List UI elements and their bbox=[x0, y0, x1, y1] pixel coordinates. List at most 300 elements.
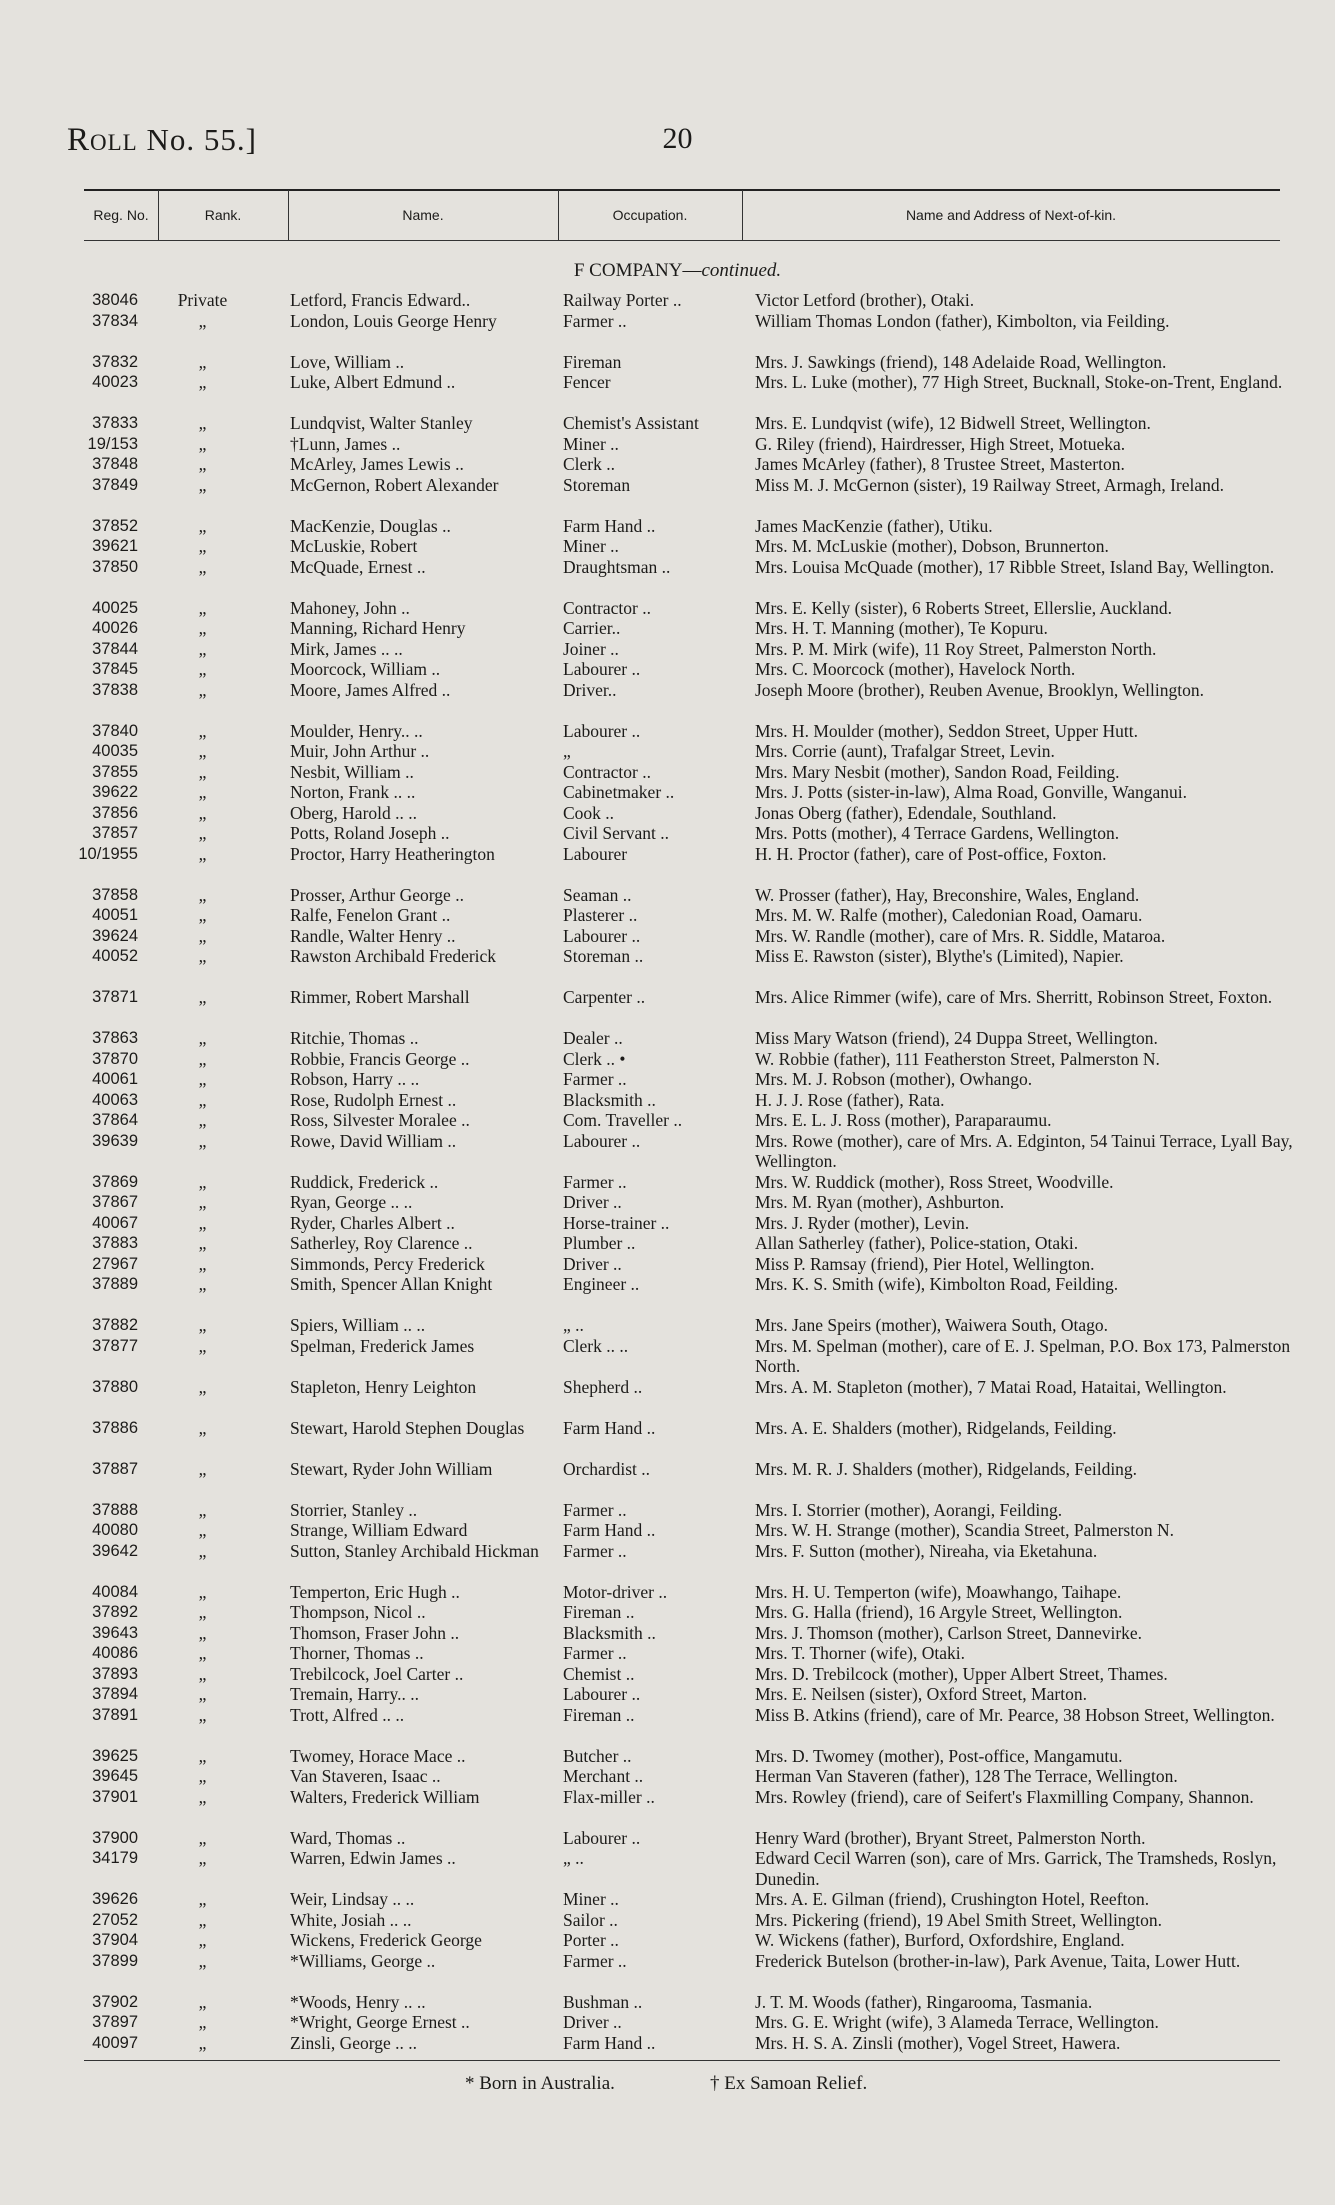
next-of-kin-cell: Mrs. D. Twomey (mother), Post-office, Mangamutu. bbox=[755, 1745, 1123, 1766]
table-row bbox=[0, 1848, 1335, 1889]
table-row bbox=[0, 1766, 1335, 1787]
occupation-cell: Chemist .. bbox=[563, 1663, 635, 1684]
rank-cell: „ bbox=[198, 1520, 207, 1540]
next-of-kin-cell: Edward Cecil Warren (son), care of Mrs. Garrick, The Tramsheds, Roslyn, Dunedin. bbox=[755, 1848, 1277, 1889]
reg-no-cell: 37858 bbox=[92, 885, 138, 904]
name-cell: McGernon, Robert Alexander bbox=[290, 474, 499, 495]
table-row bbox=[0, 905, 1335, 926]
reg-no-cell: 37882 bbox=[92, 1316, 138, 1334]
name-cell: Ryan, George .. .. bbox=[290, 1192, 413, 1212]
rank-cell: „ bbox=[198, 638, 207, 659]
roll-value: No. 55.] bbox=[146, 122, 257, 157]
table-row bbox=[0, 926, 1335, 947]
rank-cell: „ bbox=[198, 433, 207, 454]
name-cell: *Williams, George .. bbox=[290, 1950, 436, 1971]
next-of-kin-cell: H. H. Proctor (father), care of Post-office, Foxton. bbox=[755, 843, 1107, 864]
next-of-kin-cell: Mrs. H. T. Manning (mother), Te Kopuru. bbox=[755, 618, 1048, 638]
rank-cell: „ bbox=[198, 2012, 207, 2032]
rank-cell: „ bbox=[198, 372, 207, 392]
next-of-kin-cell: H. J. J. Rose (father), Rata. bbox=[755, 1089, 945, 1110]
occupation-cell: Farmer .. bbox=[563, 1643, 627, 1663]
next-of-kin-cell: Mrs. A. E. Gilman (friend), Crushington Hotel, Reefton. bbox=[755, 1889, 1150, 1909]
next-of-kin-cell: Miss Mary Watson (friend), 24 Duppa Street, Wellington. bbox=[755, 1028, 1158, 1048]
next-of-kin-cell: W. Wickens (father), Burford, Oxfordshire, England. bbox=[755, 1930, 1125, 1950]
occupation-cell: „ .. bbox=[563, 1848, 584, 1868]
occupation-cell: Joiner .. bbox=[563, 638, 619, 659]
table-row bbox=[0, 1602, 1335, 1623]
name-cell: Muir, John Arthur .. bbox=[290, 741, 430, 761]
rank-cell: „ bbox=[198, 1376, 207, 1397]
occupation-cell: Farm Hand .. bbox=[563, 2032, 656, 2053]
table-row bbox=[0, 557, 1335, 598]
name-cell: Ryder, Charles Albert .. bbox=[290, 1212, 455, 1233]
reg-no-cell: 40086 bbox=[92, 1644, 138, 1662]
name-cell: Robbie, Francis George .. bbox=[290, 1048, 470, 1069]
rank-cell: „ bbox=[198, 515, 207, 536]
name-cell: Rawston Archibald Frederick bbox=[290, 946, 497, 966]
next-of-kin-cell: Mrs. Louisa McQuade (mother), 17 Ribble Street, Island Bay, Wellington. bbox=[755, 556, 1275, 577]
next-of-kin-cell: Mrs. K. S. Smith (wife), Kimbolton Road, Feilding. bbox=[755, 1274, 1119, 1294]
occupation-cell: Plasterer .. bbox=[563, 905, 638, 925]
occupation-cell: Cook .. bbox=[563, 802, 615, 823]
occupation-cell: Contractor .. bbox=[563, 761, 651, 782]
next-of-kin-cell: Mrs. A. M. Stapleton (mother), 7 Matai Road, Hataitai, Wellington. bbox=[755, 1376, 1227, 1397]
table-row bbox=[0, 413, 1335, 434]
reg-no-cell: 37899 bbox=[92, 1951, 138, 1970]
rank-cell: „ bbox=[198, 659, 207, 679]
reg-no-cell: 37849 bbox=[92, 475, 138, 494]
name-cell: Thorner, Thomas .. bbox=[290, 1643, 424, 1663]
table-row bbox=[0, 2033, 1335, 2054]
next-of-kin-cell: Mrs. M. Ryan (mother), Ashburton. bbox=[755, 1192, 1005, 1212]
reg-no-cell: 40080 bbox=[92, 1521, 138, 1539]
reg-no-cell: 39626 bbox=[92, 1890, 138, 1908]
header-reg-no: Reg. No. bbox=[93, 207, 149, 223]
table-row bbox=[0, 1930, 1335, 1951]
reg-no-cell: 40061 bbox=[92, 1070, 138, 1088]
table-row bbox=[0, 721, 1335, 742]
reg-no-cell: 37855 bbox=[92, 762, 138, 781]
reg-no-cell: 40023 bbox=[92, 373, 138, 391]
next-of-kin-cell: Mrs. Corrie (aunt), Trafalgar Street, Levin. bbox=[755, 741, 1055, 761]
name-cell: Stewart, Ryder John William bbox=[290, 1458, 493, 1479]
occupation-cell: Storeman .. bbox=[563, 946, 644, 966]
occupation-cell: Farm Hand .. bbox=[563, 1520, 656, 1540]
name-cell: Oberg, Harold .. .. bbox=[290, 802, 418, 823]
next-of-kin-cell: Mrs. M. R. J. Shalders (mother), Ridgelands, Feilding. bbox=[755, 1458, 1138, 1479]
reg-no-cell: 40035 bbox=[92, 742, 138, 760]
reg-no-cell: 27052 bbox=[92, 1910, 138, 1929]
table-row bbox=[0, 536, 1335, 557]
name-cell: MacKenzie, Douglas .. bbox=[290, 515, 451, 536]
next-of-kin-cell: Mrs. Alice Rimmer (wife), care of Mrs. Sherritt, Robinson Street, Foxton. bbox=[755, 987, 1273, 1007]
name-cell: Luke, Albert Edmund .. bbox=[290, 372, 456, 392]
rank-cell: „ bbox=[198, 1540, 207, 1561]
name-cell: Proctor, Harry Heatherington bbox=[290, 843, 495, 864]
table-row bbox=[0, 1418, 1335, 1459]
name-cell: Twomey, Horace Mace .. bbox=[290, 1745, 466, 1766]
next-of-kin-cell: J. T. M. Woods (father), Ringarooma, Tasmania. bbox=[755, 1991, 1093, 2012]
occupation-cell: Dealer .. bbox=[563, 1028, 623, 1048]
next-of-kin-cell: Mrs. G. E. Wright (wife), 3 Alameda Terrace, Wellington. bbox=[755, 2012, 1159, 2032]
name-cell: Thomson, Fraser John .. bbox=[290, 1622, 460, 1643]
table-row bbox=[0, 741, 1335, 762]
next-of-kin-cell: Mrs. H. Moulder (mother), Seddon Street, Upper Hutt. bbox=[755, 720, 1138, 741]
rank-cell: „ bbox=[198, 351, 207, 372]
rank-cell: „ bbox=[198, 1950, 207, 1971]
reg-no-cell: 38046 bbox=[92, 291, 138, 309]
occupation-cell: Farmer .. bbox=[563, 1499, 627, 1520]
rank-cell: „ bbox=[198, 1581, 207, 1602]
page-number: 20 bbox=[662, 122, 693, 155]
reg-no-cell: 37864 bbox=[92, 1111, 138, 1129]
rank-cell: „ bbox=[198, 1274, 207, 1294]
next-of-kin-cell: Mrs. C. Moorcock (mother), Havelock North. bbox=[755, 659, 1076, 679]
reg-no-cell: 10/1955 bbox=[78, 844, 138, 863]
name-cell: Spelman, Frederick James bbox=[290, 1335, 475, 1356]
rank-cell: „ bbox=[198, 1909, 207, 1930]
occupation-cell: Farm Hand .. bbox=[563, 515, 656, 536]
occupation-cell: Com. Traveller .. bbox=[563, 1110, 683, 1130]
next-of-kin-cell: Miss E. Rawston (sister), Blythe's (Limited), Napier. bbox=[755, 946, 1124, 966]
name-cell: Ward, Thomas .. bbox=[290, 1827, 406, 1848]
header-occupation: Occupation. bbox=[612, 207, 688, 223]
rank-cell: „ bbox=[198, 1212, 207, 1233]
rank-cell: „ bbox=[198, 618, 207, 638]
next-of-kin-cell: Mrs. M. Spelman (mother), care of E. J. Spelman, P.O. Box 173, Palmerston North. bbox=[755, 1335, 1291, 1376]
reg-no-cell: 40084 bbox=[92, 1582, 138, 1601]
table-row bbox=[0, 352, 1335, 373]
rank-cell: „ bbox=[198, 1745, 207, 1766]
next-of-kin-cell: Mrs. Rowe (mother), care of Mrs. A. Edginton, 54 Tainui Terrace, Lyall Bay, Wellington. bbox=[755, 1130, 1293, 1171]
reg-no-cell: 37883 bbox=[92, 1234, 138, 1252]
occupation-cell: Sailor .. bbox=[563, 1909, 618, 1930]
table-row bbox=[0, 1254, 1335, 1275]
reg-no-cell: 19/153 bbox=[87, 434, 138, 453]
name-cell: Sutton, Stanley Archibald Hickman bbox=[290, 1540, 539, 1561]
rank-cell: „ bbox=[198, 1048, 207, 1069]
name-cell: Stapleton, Henry Leighton bbox=[290, 1376, 477, 1397]
occupation-cell: Bushman .. bbox=[563, 1991, 643, 2012]
table-row bbox=[0, 1623, 1335, 1644]
reg-no-cell: 37844 bbox=[92, 639, 138, 658]
rank-cell: „ bbox=[198, 556, 207, 577]
reg-no-cell: 40097 bbox=[92, 2033, 138, 2052]
rank-cell: „ bbox=[198, 1643, 207, 1663]
footnote-ex-samoan: † Ex Samoan Relief. bbox=[710, 2073, 868, 2094]
table-row bbox=[0, 639, 1335, 660]
table-row bbox=[0, 1828, 1335, 1849]
next-of-kin-cell: Mrs. W. H. Strange (mother), Scandia Street, Palmerston N. bbox=[755, 1520, 1174, 1540]
name-cell: Tremain, Harry.. .. bbox=[290, 1684, 419, 1704]
name-cell: Love, William .. bbox=[290, 351, 405, 372]
reg-no-cell: 37869 bbox=[92, 1172, 138, 1191]
rank-cell: „ bbox=[198, 761, 207, 782]
table-row bbox=[0, 1541, 1335, 1582]
name-cell: Rowe, David William .. bbox=[290, 1130, 457, 1151]
header-name: Name. bbox=[402, 207, 444, 223]
reg-no-cell: 37900 bbox=[92, 1828, 138, 1847]
rank-cell: „ bbox=[198, 1130, 207, 1151]
name-cell: Randle, Walter Henry .. bbox=[290, 925, 456, 946]
reg-no-cell: 39642 bbox=[92, 1541, 138, 1560]
table-row bbox=[0, 1664, 1335, 1685]
occupation-cell: Storeman bbox=[563, 474, 631, 495]
table-row bbox=[0, 762, 1335, 783]
rank-cell: „ bbox=[198, 720, 207, 741]
table-row bbox=[0, 372, 1335, 413]
reg-no-cell: 37901 bbox=[92, 1787, 138, 1806]
header-rank: Rank. bbox=[204, 207, 242, 223]
table-row bbox=[0, 1090, 1335, 1111]
occupation-cell: Flax-miller .. bbox=[563, 1786, 655, 1807]
next-of-kin-cell: Miss B. Atkins (friend), care of Mr. Pearce, 38 Hobson Street, Wellington. bbox=[755, 1704, 1275, 1725]
next-of-kin-cell: Mrs. E. Lundqvist (wife), 12 Bidwell Street, Wellington. bbox=[755, 413, 1151, 433]
reg-no-cell: 39645 bbox=[92, 1767, 138, 1785]
next-of-kin-cell: Mrs. M. J. Robson (mother), Owhango. bbox=[755, 1069, 1033, 1089]
occupation-cell: Fencer bbox=[563, 372, 611, 392]
table-row bbox=[0, 680, 1335, 721]
occupation-cell: Plumber .. bbox=[563, 1233, 636, 1253]
reg-no-cell: 37894 bbox=[92, 1685, 138, 1703]
name-cell: *Woods, Henry .. .. bbox=[290, 1991, 426, 2012]
name-cell: Trebilcock, Joel Carter .. bbox=[290, 1663, 464, 1684]
rank-cell: „ bbox=[198, 1684, 207, 1704]
name-cell: Rose, Rudolph Ernest .. bbox=[290, 1089, 457, 1110]
rank-cell: „ bbox=[198, 1069, 207, 1089]
table-row bbox=[0, 1520, 1335, 1541]
section-heading bbox=[0, 260, 1335, 282]
name-cell: Potts, Roland Joseph .. bbox=[290, 823, 450, 843]
rank-cell: „ bbox=[198, 413, 207, 433]
name-cell: Temperton, Eric Hugh .. bbox=[290, 1581, 460, 1602]
occupation-cell: Motor-driver .. bbox=[563, 1581, 668, 1602]
occupation-cell: Blacksmith .. bbox=[563, 1622, 656, 1643]
rank-cell: „ bbox=[198, 454, 207, 474]
next-of-kin-cell: Mrs. W. Ruddick (mother), Ross Street, Woodville. bbox=[755, 1171, 1114, 1192]
next-of-kin-cell: Herman Van Staveren (father), 128 The Terrace, Wellington. bbox=[755, 1766, 1178, 1786]
table-row bbox=[0, 1459, 1335, 1500]
reg-no-cell: 37834 bbox=[92, 311, 138, 330]
rank-cell: „ bbox=[198, 1499, 207, 1520]
occupation-cell: Railway Porter .. bbox=[563, 290, 682, 310]
rank-cell: „ bbox=[198, 1786, 207, 1807]
table-row bbox=[0, 1213, 1335, 1234]
bottom-rule bbox=[84, 2060, 1280, 2061]
occupation-cell: Chemist's Assistant bbox=[563, 413, 699, 433]
occupation-cell: Engineer .. bbox=[563, 1274, 640, 1294]
reg-no-cell: 37848 bbox=[92, 455, 138, 473]
next-of-kin-cell: Mrs. J. Potts (sister-in-law), Alma Road, Gonville, Wanganui. bbox=[755, 782, 1187, 802]
rank-cell: „ bbox=[198, 1315, 207, 1335]
reg-no-cell: 37880 bbox=[92, 1377, 138, 1396]
reg-no-cell: 37904 bbox=[92, 1931, 138, 1949]
next-of-kin-cell: James McArley (father), 8 Trustee Street, Masterton. bbox=[755, 454, 1125, 474]
next-of-kin-cell: Mrs. F. Sutton (mother), Nireaha, via Eketahuna. bbox=[755, 1540, 1098, 1561]
next-of-kin-cell: W. Robbie (father), 111 Featherston Street, Palmerston N. bbox=[755, 1048, 1160, 1069]
next-of-kin-cell: Mrs. A. E. Shalders (mother), Ridgelands, Feilding. bbox=[755, 1417, 1117, 1438]
rank-cell: „ bbox=[198, 946, 207, 966]
occupation-cell: Labourer .. bbox=[563, 1827, 641, 1848]
next-of-kin-cell: Mrs. Rowley (friend), care of Seifert's Flaxmilling Company, Shannon. bbox=[755, 1786, 1254, 1807]
next-of-kin-cell: Miss M. J. McGernon (sister), 19 Railway Street, Armagh, Ireland. bbox=[755, 474, 1225, 495]
occupation-cell: Draughtsman .. bbox=[563, 556, 671, 577]
occupation-cell: Clerk .. • bbox=[563, 1048, 626, 1069]
occupation-cell: Porter .. bbox=[563, 1930, 619, 1950]
header-rule bbox=[84, 240, 1280, 241]
table-row bbox=[0, 1131, 1335, 1172]
next-of-kin-cell: Mrs. M. McLuskie (mother), Dobson, Brunnerton. bbox=[755, 536, 1109, 556]
table-row bbox=[0, 803, 1335, 824]
next-of-kin-cell: Mrs. H. S. A. Zinsli (mother), Vogel Street, Hawera. bbox=[755, 2032, 1121, 2053]
reg-no-cell: 39624 bbox=[92, 926, 138, 945]
name-cell: Moulder, Henry.. .. bbox=[290, 720, 423, 741]
next-of-kin-cell: Mrs. T. Thorner (wife), Otaki. bbox=[755, 1643, 965, 1663]
table-row bbox=[0, 823, 1335, 844]
rank-cell: „ bbox=[198, 987, 207, 1007]
table-row bbox=[0, 434, 1335, 455]
reg-no-cell: 27967 bbox=[92, 1254, 138, 1273]
reg-no-cell: 40067 bbox=[92, 1213, 138, 1232]
next-of-kin-cell: Mrs. W. Randle (mother), care of Mrs. R. Siddle, Mataroa. bbox=[755, 925, 1166, 946]
name-cell: Weir, Lindsay .. .. bbox=[290, 1889, 415, 1909]
reg-no-cell: 40025 bbox=[92, 598, 138, 617]
occupation-cell: „ bbox=[563, 741, 571, 761]
name-cell: *Wright, George Ernest .. bbox=[290, 2012, 470, 2032]
reg-no-cell: 37838 bbox=[92, 680, 138, 699]
next-of-kin-cell: Mrs. Potts (mother), 4 Terrace Gardens, Wellington. bbox=[755, 823, 1120, 843]
name-cell: Van Staveren, Isaac .. bbox=[290, 1766, 441, 1786]
reg-no-cell: 37840 bbox=[92, 721, 138, 740]
name-cell: Robson, Harry .. .. bbox=[290, 1069, 420, 1089]
footnote-born-australia: * Born in Australia. bbox=[465, 2073, 615, 2094]
occupation-cell: Fireman bbox=[563, 351, 622, 372]
next-of-kin-cell: Mrs. P. M. Mirk (wife), 11 Roy Street, Palmerston North. bbox=[755, 638, 1157, 659]
next-of-kin-cell: Allan Satherley (father), Police-station, Otaki. bbox=[755, 1233, 1079, 1253]
table-row bbox=[0, 987, 1335, 1028]
occupation-cell: Seaman .. bbox=[563, 884, 632, 905]
reg-no-cell: 37892 bbox=[92, 1603, 138, 1621]
name-cell: Satherley, Roy Clarence .. bbox=[290, 1233, 473, 1253]
rank-cell: „ bbox=[198, 802, 207, 823]
rank-cell: „ bbox=[198, 1827, 207, 1848]
name-cell: Spiers, William .. .. bbox=[290, 1315, 426, 1335]
occupation-cell: Butcher .. bbox=[563, 1745, 632, 1766]
reg-no-cell: 40063 bbox=[92, 1090, 138, 1109]
reg-no-cell: 37852 bbox=[92, 516, 138, 535]
reg-no-cell: 40026 bbox=[92, 619, 138, 637]
occupation-cell: Labourer .. bbox=[563, 1684, 641, 1704]
rank-cell: „ bbox=[198, 1889, 207, 1909]
header-next-of-kin: Name and Address of Next-of-kin. bbox=[905, 207, 1117, 223]
rank-cell: „ bbox=[198, 536, 207, 556]
name-cell: Strange, William Edward bbox=[290, 1520, 468, 1540]
table-row bbox=[0, 1889, 1335, 1910]
rank-cell: „ bbox=[198, 597, 207, 618]
table-row bbox=[0, 1787, 1335, 1828]
reg-no-cell: 39622 bbox=[92, 783, 138, 801]
occupation-cell: Contractor .. bbox=[563, 597, 651, 618]
table-row bbox=[0, 1500, 1335, 1521]
reg-no-cell: 37833 bbox=[92, 414, 138, 432]
occupation-cell: Farmer .. bbox=[563, 1069, 627, 1089]
name-cell: Simmonds, Percy Frederick bbox=[290, 1253, 485, 1274]
name-cell: Lundqvist, Walter Stanley bbox=[290, 413, 473, 433]
top-rule bbox=[84, 189, 1280, 191]
rank-cell: „ bbox=[198, 1848, 207, 1868]
rank-cell: „ bbox=[198, 1171, 207, 1192]
next-of-kin-cell: Mrs. G. Halla (friend), 16 Argyle Street, Wellington. bbox=[755, 1602, 1123, 1622]
rank-cell: „ bbox=[198, 2032, 207, 2053]
section-title: F COMPANY— bbox=[573, 260, 702, 281]
rank-cell: „ bbox=[198, 925, 207, 946]
table-row bbox=[0, 1192, 1335, 1213]
next-of-kin-cell: Miss P. Ramsay (friend), Pier Hotel, Wellington. bbox=[755, 1253, 1095, 1274]
table-row bbox=[0, 1110, 1335, 1131]
table-row bbox=[0, 1049, 1335, 1070]
reg-no-cell: 37856 bbox=[92, 803, 138, 822]
reg-no-cell: 37897 bbox=[92, 2013, 138, 2031]
table-row bbox=[0, 1069, 1335, 1090]
table-row bbox=[0, 1377, 1335, 1418]
occupation-cell: Farmer .. bbox=[563, 1171, 627, 1192]
occupation-cell: Driver.. bbox=[563, 679, 617, 700]
table-row bbox=[0, 1233, 1335, 1254]
table-row bbox=[0, 311, 1335, 352]
next-of-kin-cell: Jonas Oberg (father), Edendale, Southland. bbox=[755, 802, 1057, 823]
rank-cell: „ bbox=[198, 310, 207, 331]
occupation-cell: Labourer .. bbox=[563, 1130, 641, 1151]
name-cell: Ritchie, Thomas .. bbox=[290, 1028, 419, 1048]
rank-cell: „ bbox=[198, 1663, 207, 1684]
roll-label: Roll bbox=[67, 122, 138, 158]
occupation-cell: Miner .. bbox=[563, 1889, 619, 1909]
next-of-kin-cell: Mrs. E. L. J. Ross (mother), Paraparaumu. bbox=[755, 1110, 1052, 1130]
name-cell: Ross, Silvester Moralee .. bbox=[290, 1110, 470, 1130]
table-row bbox=[0, 1315, 1335, 1336]
next-of-kin-cell: Mrs. E. Kelly (sister), 6 Roberts Street, Ellerslie, Auckland. bbox=[755, 597, 1173, 618]
next-of-kin-cell: Mrs. Jane Speirs (mother), Waiwera South, Otago. bbox=[755, 1315, 1109, 1335]
rank-cell: „ bbox=[198, 1458, 207, 1479]
name-cell: Warren, Edwin James .. bbox=[290, 1848, 456, 1868]
reg-no-cell: 37845 bbox=[92, 660, 138, 678]
occupation-cell: Farmer .. bbox=[563, 1540, 627, 1561]
rank-cell: „ bbox=[198, 1253, 207, 1274]
occupation-cell: Carpenter .. bbox=[563, 987, 646, 1007]
table-row bbox=[0, 1336, 1335, 1377]
next-of-kin-cell: Mrs. Pickering (friend), 19 Abel Smith Street, Wellington. bbox=[755, 1909, 1163, 1930]
reg-no-cell: 34179 bbox=[92, 1849, 138, 1867]
section-subtitle: continued. bbox=[701, 260, 782, 281]
table-row bbox=[0, 618, 1335, 639]
reg-no-cell: 37871 bbox=[92, 988, 138, 1006]
rank-cell: „ bbox=[198, 1766, 207, 1786]
occupation-cell: Clerk .. bbox=[563, 454, 616, 474]
table-row bbox=[0, 290, 1335, 311]
table-row bbox=[0, 844, 1335, 885]
occupation-cell: Labourer bbox=[563, 843, 628, 864]
occupation-cell: Farmer .. bbox=[563, 310, 627, 331]
table-row bbox=[0, 1172, 1335, 1193]
next-of-kin-cell: G. Riley (friend), Hairdresser, High Street, Motueka. bbox=[755, 433, 1126, 454]
occupation-cell: Horse-trainer .. bbox=[563, 1212, 670, 1233]
name-cell: Stewart, Harold Stephen Douglas bbox=[290, 1417, 525, 1438]
name-cell: White, Josiah .. .. bbox=[290, 1909, 412, 1930]
reg-no-cell: 37886 bbox=[92, 1418, 138, 1437]
occupation-cell: Driver .. bbox=[563, 1192, 622, 1212]
occupation-cell: Blacksmith .. bbox=[563, 1089, 656, 1110]
next-of-kin-cell: Mrs. D. Trebilcock (mother), Upper Albert Street, Thames. bbox=[755, 1663, 1168, 1684]
